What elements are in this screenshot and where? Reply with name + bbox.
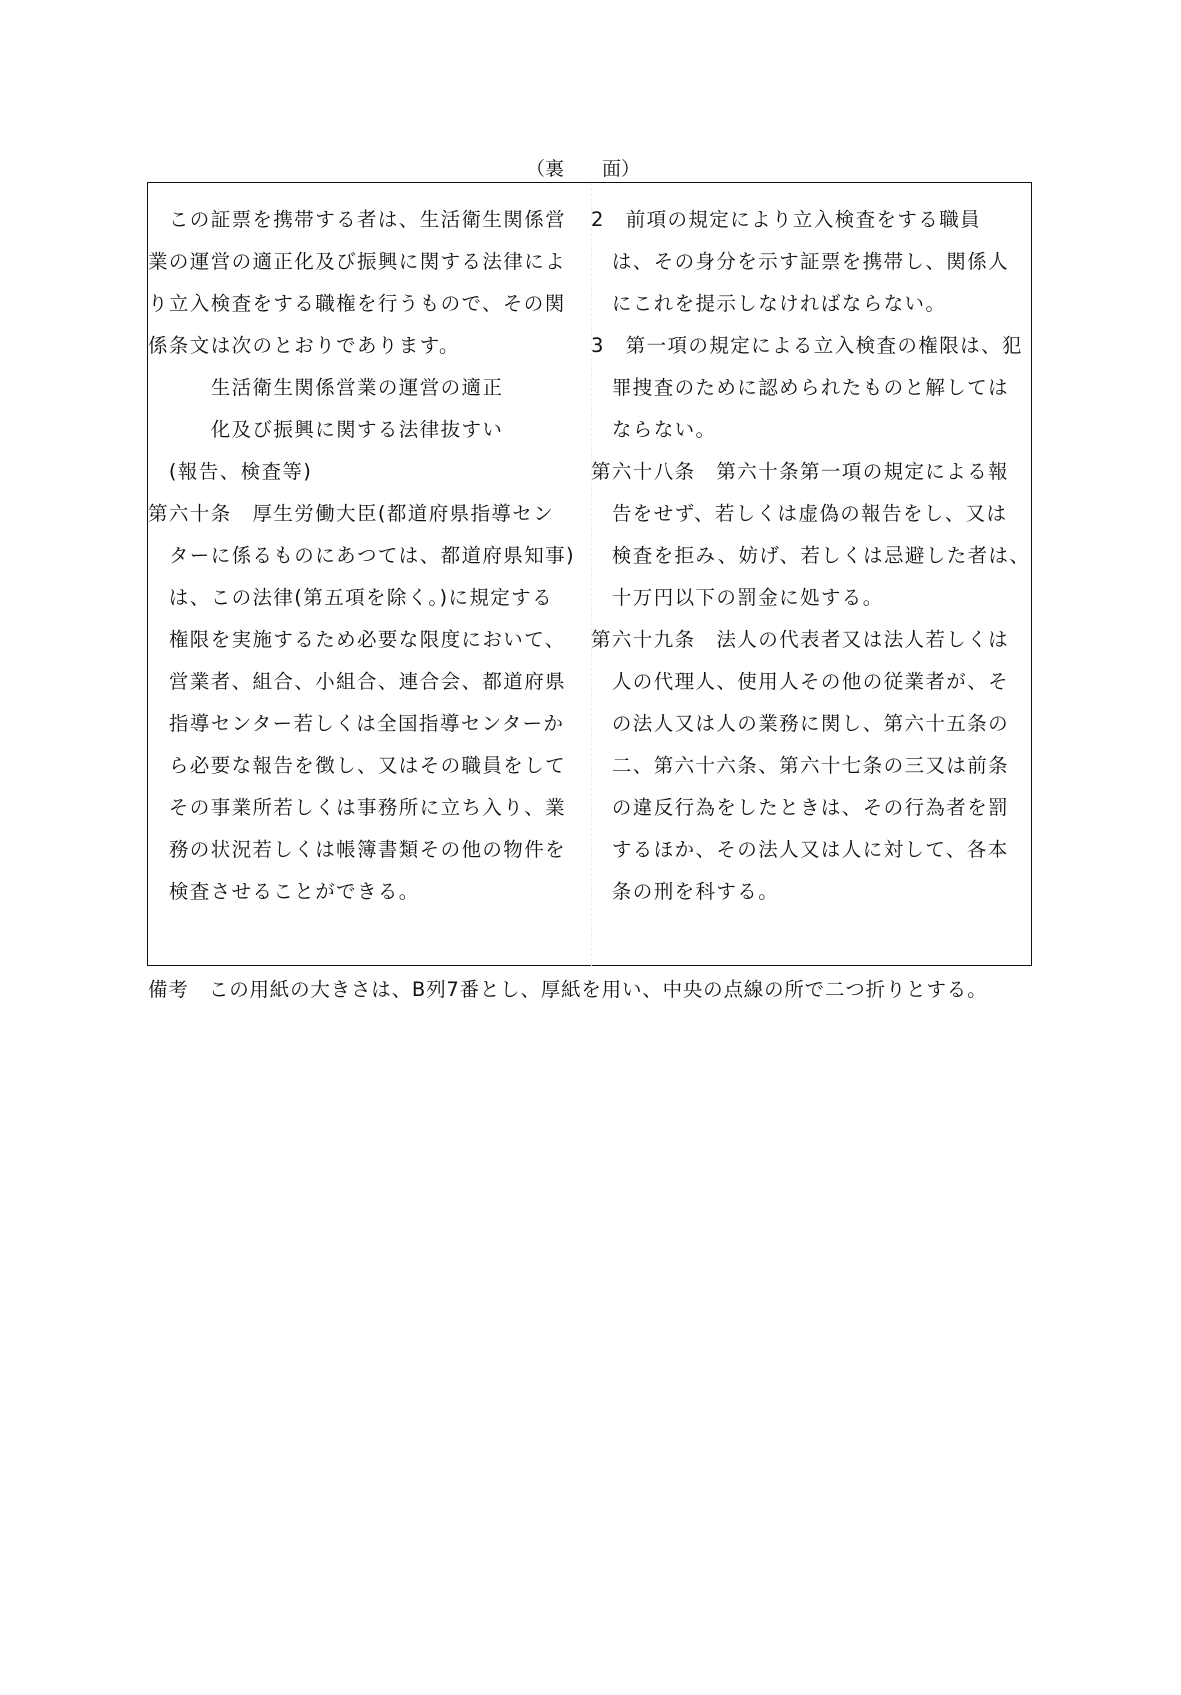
left-line: (報告、検査等) [148,460,313,483]
left-line: 指導センター若しくは全国指導センターか [148,712,565,735]
right-line: は、その身分を示す証票を携帯し、関係人 [591,250,1010,273]
right-line: 十万円以下の罰金に処する。 [591,586,884,609]
left-line: 生活衛生関係営業の運営の適正 [148,376,504,399]
right-line: 2 前項の規定により立入検査をする職員 [591,208,982,231]
right-line: 二、第六十六条、第六十七条の三又は前条 [591,754,1010,777]
right-line: するほか、その法人又は人に対して、各本 [591,838,1009,861]
right-line: 第六十九条 法人の代表者又は法人若しくは [591,628,1010,651]
left-line: その事業所若しくは事務所に立ち入り、業 [148,796,567,819]
left-line: 務の状況若しくは帳簿書類その他の物件を [148,838,567,861]
right-line: 3 第一項の規定による立入検査の権限は、犯 [591,334,1023,357]
left-line: ターに係るものにあつては、都道府県知事) [148,544,576,567]
right-line: の違反行為をしたときは、その行為者を罰 [591,796,1010,819]
left-line: この証票を携帯する者は、生活衛生関係営 [148,208,567,231]
right-line: 告をせず、若しくは虚偽の報告をし、又は [591,502,1008,525]
right-line: 検査を拒み、妨げ、若しくは忌避した者は、 [591,544,1031,567]
left-line: 検査させることができる。 [148,880,420,903]
left-line: 業の運営の適正化及び振興に関する法律によ [148,250,567,273]
remarks-note: 備考 この用紙の大きさは、B列7番とし、厚紙を用い、中央の点線の所で二つ折りとする。 [148,978,988,1001]
right-line: 条の刑を科する。 [591,880,780,903]
right-line: ならない。 [591,418,717,441]
left-line: ら必要な報告を徴し、又はその職員をして [148,754,567,777]
right-line: 人の代理人、使用人その他の従業者が、そ [591,670,1010,693]
left-line: は、この法律(第五項を除く。)に規定する [148,586,553,609]
right-line: の法人又は人の業務に関し、第六十五条の [591,712,1010,735]
right-line: 罪捜査のために認められたものと解しては [591,376,1010,399]
left-line: 権限を実施するため必要な限度において、 [148,628,566,651]
right-line: にこれを提示しなければならない。 [591,292,947,315]
left-line: 営業者、組合、小組合、連合会、都道府県 [148,670,567,693]
right-line: 第六十八条 第六十条第一項の規定による報 [591,460,1010,483]
left-line: り立入検査をする職権を行うもので、その関 [148,292,566,315]
left-line: 係条文は次のとおりであります。 [148,334,460,357]
left-line: 化及び振興に関する法律抜すい [148,418,504,441]
left-line: 第六十条 厚生労働大臣(都道府県指導セン [148,502,555,525]
page-heading: （裏 面） [526,158,641,180]
